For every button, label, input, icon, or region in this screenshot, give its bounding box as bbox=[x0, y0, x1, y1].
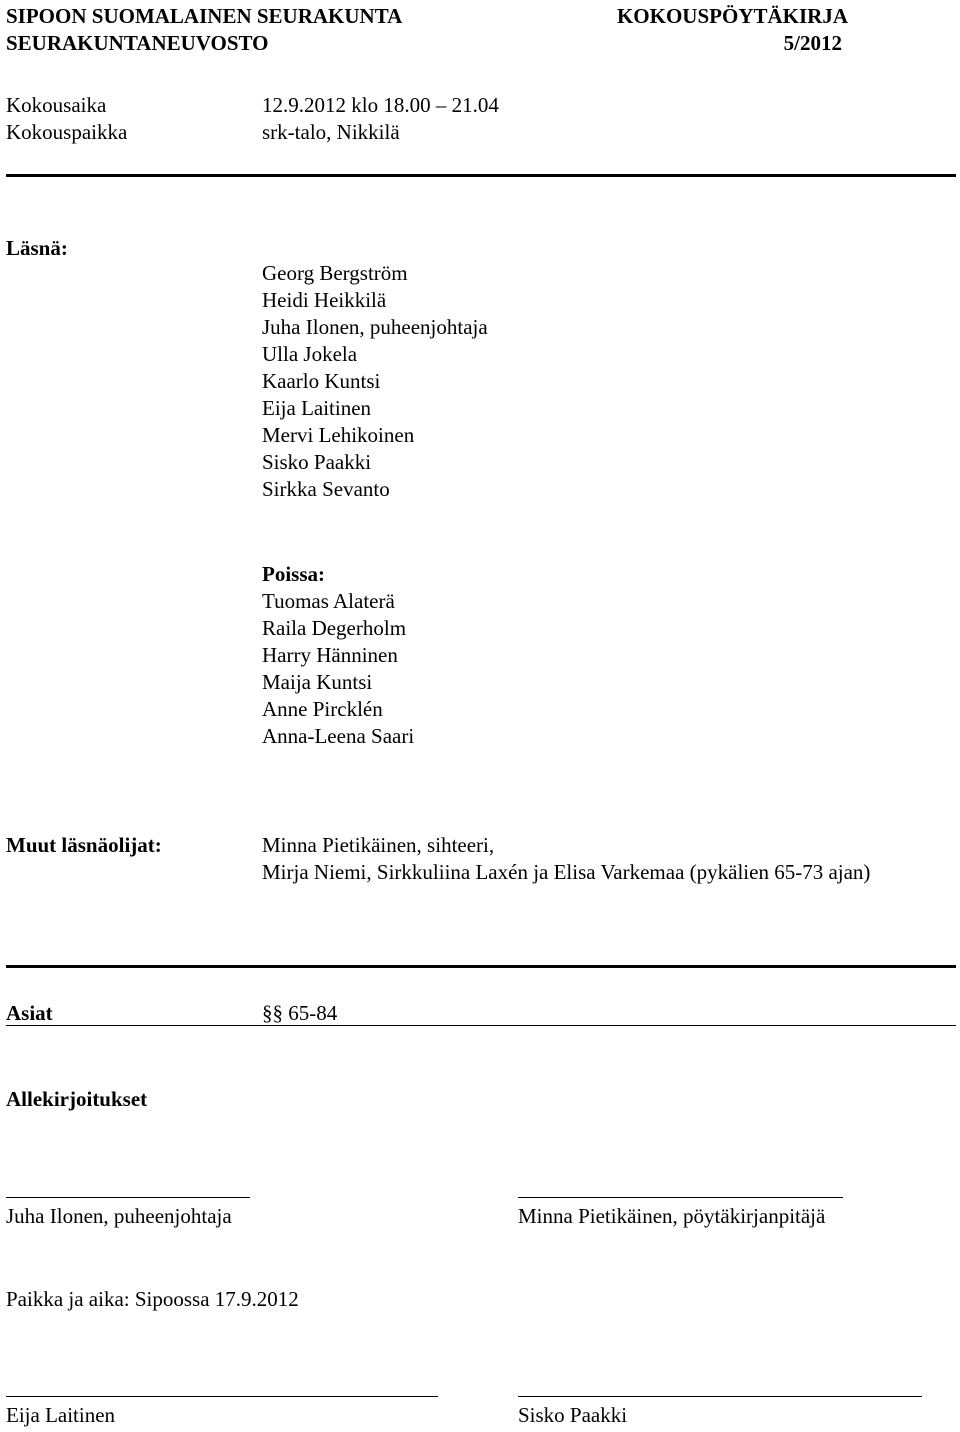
section-divider bbox=[6, 965, 956, 968]
absent-member: Anne Pircklén bbox=[262, 697, 383, 721]
chair-signature-line bbox=[6, 1197, 250, 1198]
absent-member: Anna-Leena Saari bbox=[262, 724, 415, 748]
present-member: Sisko Paakki bbox=[262, 450, 372, 474]
document-type: KOKOUSPÖYTÄKIRJA bbox=[616, 4, 848, 28]
present-member: Eija Laitinen bbox=[262, 396, 372, 420]
checker-2-signature-line bbox=[518, 1396, 922, 1397]
present-list bbox=[262, 260, 488, 503]
secretary-signature-name: Minna Pietikäinen, pöytäkirjanpitäjä bbox=[518, 1204, 826, 1228]
other-attendees-list bbox=[262, 832, 870, 886]
absent-member: Maija Kuntsi bbox=[262, 670, 373, 694]
organization-name: SIPOON SUOMALAINEN SEURAKUNTA bbox=[6, 4, 403, 28]
other-attendee-line: Minna Pietikäinen, sihteeri, bbox=[262, 833, 495, 857]
other-attendee-line: Mirja Niemi, Sirkkuliina Laxén ja Elisa Varkemaa (pykälien 65-73 ajan) bbox=[262, 860, 871, 884]
absent-member: Tuomas Alaterä bbox=[262, 589, 395, 613]
checker-2-name: Sisko Paakki bbox=[518, 1403, 628, 1427]
meeting-place-label: Kokouspaikka bbox=[6, 120, 128, 144]
minutes-number: 5/2012 bbox=[783, 31, 842, 55]
meeting-time-label: Kokousaika bbox=[6, 93, 107, 117]
present-member: Georg Bergström bbox=[262, 261, 408, 285]
present-member: Mervi Lehikoinen bbox=[262, 423, 415, 447]
meeting-place-value: srk-talo, Nikkilä bbox=[262, 120, 400, 144]
present-member: Heidi Heikkilä bbox=[262, 288, 387, 312]
absent-member: Harry Hänninen bbox=[262, 643, 398, 667]
present-member: Sirkka Sevanto bbox=[262, 477, 390, 501]
other-attendees-label: Muut läsnäolijat: bbox=[6, 833, 162, 857]
chair-signature-name: Juha Ilonen, puheenjohtaja bbox=[6, 1204, 232, 1228]
signatures-heading: Allekirjoitukset bbox=[6, 1087, 148, 1111]
governing-body-name: SEURAKUNTANEUVOSTO bbox=[6, 31, 269, 55]
secretary-signature-line bbox=[518, 1197, 843, 1198]
absent-label: Poissa: bbox=[262, 562, 325, 586]
matters-sections: §§ 65-84 bbox=[262, 1001, 338, 1025]
absent-member: Raila Degerholm bbox=[262, 616, 407, 640]
checker-1-signature-line bbox=[6, 1396, 438, 1397]
present-label: Läsnä: bbox=[6, 236, 68, 260]
present-member: Ulla Jokela bbox=[262, 342, 358, 366]
matters-label: Asiat bbox=[6, 1001, 53, 1025]
checker-1-name: Eija Laitinen bbox=[6, 1403, 116, 1427]
place-and-date: Paikka ja aika: Sipoossa 17.9.2012 bbox=[6, 1287, 299, 1311]
meeting-time-value: 12.9.2012 klo 18.00 – 21.04 bbox=[262, 93, 499, 117]
present-member: Juha Ilonen, puheenjohtaja bbox=[262, 315, 488, 339]
absent-list bbox=[262, 588, 414, 750]
present-member: Kaarlo Kuntsi bbox=[262, 369, 381, 393]
matters-underline bbox=[6, 1025, 956, 1026]
section-divider bbox=[6, 174, 956, 177]
